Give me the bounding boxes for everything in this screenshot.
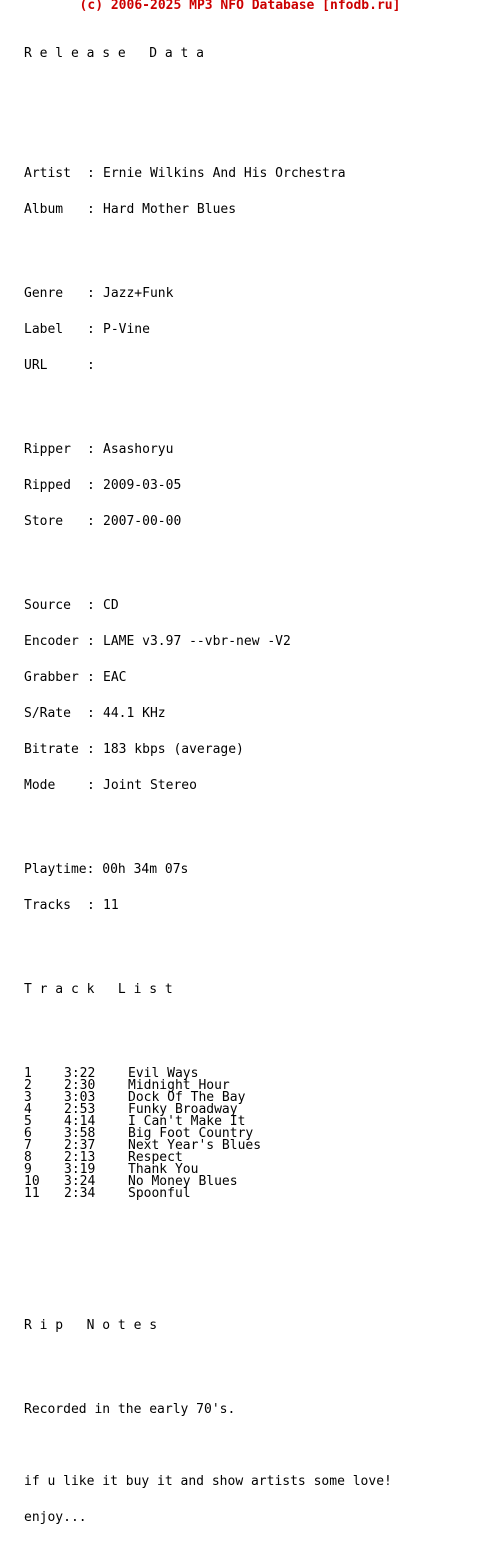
field-store: Store : 2007-00-00 (24, 514, 182, 529)
track-time: 3:03 (64, 1090, 96, 1105)
field-bitrate: Bitrate : 183 kbps (average) (24, 742, 244, 757)
field-label: Artist (24, 166, 71, 181)
field-playtime (24, 864, 392, 876)
track-number: 1 (24, 1066, 32, 1081)
track-title: Spoonful (128, 1186, 191, 1201)
track-number: 9 (24, 1162, 32, 1177)
field-value: LAME v3.97 --vbr-new -V2 (103, 634, 291, 649)
track-number: 5 (24, 1114, 32, 1129)
field-label: Genre (24, 286, 64, 301)
field-label: Ripper (24, 442, 71, 457)
field-label: Encoder (24, 634, 79, 649)
track-number: 2 (24, 1078, 32, 1093)
field-value: 44.1 KHz (103, 706, 166, 721)
field-label: S/Rate (24, 706, 71, 721)
field-value: 00h 34m 07s (102, 862, 189, 877)
field-value: 2007-00-00 (103, 514, 182, 529)
track-title: Next Year's Blues (128, 1138, 262, 1153)
field-value: P-Vine (103, 322, 150, 337)
track-list-heading: T r a c k L i s t (24, 982, 173, 997)
field-value: EAC (103, 670, 127, 685)
track-number: 11 (24, 1186, 40, 1201)
field-album: Album : Hard Mother Blues (24, 202, 237, 217)
track-title: Big Foot Country (128, 1126, 254, 1141)
field-ripper: Ripper : Asashoryu (24, 442, 174, 457)
track-title: Evil Ways (128, 1066, 199, 1081)
field-value: CD (103, 598, 119, 613)
rip-notes-heading: R i p N o t e s (24, 1318, 158, 1333)
field-label: URL (24, 358, 48, 373)
field-value: 11 (103, 898, 119, 913)
field-label: Tracks (24, 898, 71, 913)
track-time: 2:37 (64, 1138, 96, 1153)
field-value: 183 kbps (average) (103, 742, 244, 757)
field-label: Album (24, 202, 64, 217)
track-list (24, 1068, 392, 1200)
track-number: 3 (24, 1090, 32, 1105)
track-title: No Money Blues (128, 1174, 238, 1189)
track-title: Midnight Hour (128, 1078, 230, 1093)
field-tracks: Tracks : 11 (24, 898, 119, 913)
field-genre: Genre : Jazz+Funk (24, 286, 174, 301)
rip-note: enjoy... (24, 1510, 87, 1525)
field-artist: Artist : Ernie Wilkins And His Orchestra (24, 166, 346, 181)
track-row (24, 1188, 392, 1200)
field-encoder: Encoder : LAME v3.97 --vbr-new -V2 (24, 634, 291, 649)
track-time: 4:14 (64, 1114, 96, 1129)
track-time: 3:22 (64, 1066, 96, 1081)
track-title: Dock Of The Bay (128, 1090, 246, 1105)
copyright-banner: (c) 2006-2025 MP3 NFO Database [nfodb.ru] (79, 0, 401, 13)
track-time: 3:58 (64, 1126, 96, 1141)
field-label: Source (24, 598, 71, 613)
track-title: Respect (128, 1150, 183, 1165)
track-title: I Can't Make It (128, 1114, 246, 1129)
field-value: Joint Stereo (103, 778, 197, 793)
field-srate: S/Rate : 44.1 KHz (24, 706, 166, 721)
track-title: Thank You (128, 1162, 199, 1177)
field-label: Ripped (24, 478, 71, 493)
field-label: Label (24, 322, 64, 337)
field-value: 2009-03-05 (103, 478, 182, 493)
track-title: Funky Broadway (128, 1102, 238, 1117)
field-label: Playtime: (24, 862, 95, 877)
track-number: 8 (24, 1150, 32, 1165)
field-value: Hard Mother Blues (103, 202, 237, 217)
field-value: Asashoryu (103, 442, 174, 457)
track-time: 2:53 (64, 1102, 96, 1117)
field-source: Source : CD (24, 598, 119, 613)
track-number: 10 (24, 1174, 40, 1189)
track-number: 4 (24, 1102, 32, 1117)
track-time: 2:13 (64, 1150, 96, 1165)
track-time: 3:24 (64, 1174, 96, 1189)
field-mode: Mode : Joint Stereo (24, 778, 197, 793)
rip-note: if u like it buy it and show artists some love! (24, 1474, 392, 1489)
nfo-text (24, 24, 392, 1548)
field-value: Jazz+Funk (103, 286, 174, 301)
field-label: Store (24, 514, 64, 529)
track-time: 2:30 (64, 1078, 96, 1093)
track-time: 2:34 (64, 1186, 96, 1201)
field-label: Grabber (24, 670, 79, 685)
rip-note: Recorded in the early 70's. (24, 1402, 236, 1417)
field-url: URL : (24, 358, 103, 373)
field-ripped: Ripped : 2009-03-05 (24, 478, 182, 493)
field-label-name: Label : P-Vine (24, 322, 150, 337)
field-grabber: Grabber : EAC (24, 670, 127, 685)
track-number: 7 (24, 1138, 32, 1153)
release-data-heading: R e l e a s e D a t a (24, 46, 205, 61)
track-time: 3:19 (64, 1162, 96, 1177)
field-label: Mode (24, 778, 56, 793)
field-value: Ernie Wilkins And His Orchestra (103, 166, 346, 181)
track-number: 6 (24, 1126, 32, 1141)
field-label: Bitrate (24, 742, 79, 757)
